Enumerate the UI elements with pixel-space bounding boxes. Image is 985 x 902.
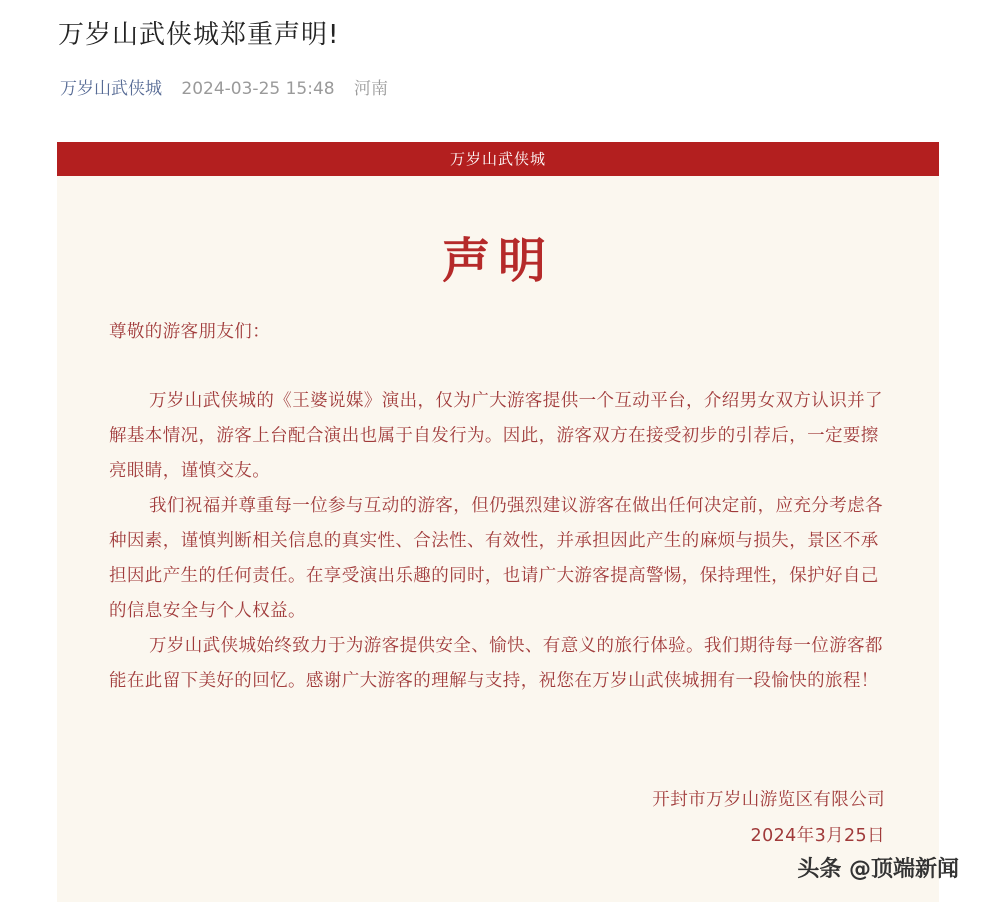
notice-heading: 声明 xyxy=(441,233,554,289)
publish-time: 2024-03-25 15:48 xyxy=(181,79,335,99)
notice-body xyxy=(109,384,889,699)
article-meta xyxy=(60,74,388,99)
notice-document xyxy=(57,142,939,902)
author-link[interactable]: 万岁山武侠城 xyxy=(60,79,162,99)
notice-paragraph: 万岁山武侠城始终致力于为游客提供安全、愉快、有意义的旅行体验。我们期待每一位游客都能在此留下美好的回忆。感谢广大游客的理解与支持，祝您在万岁山武侠城拥有一段愉快的旅程！ xyxy=(109,636,883,691)
notice-banner: 万岁山武侠城 xyxy=(57,142,939,176)
notice-date: 2024年3月25日 xyxy=(750,826,885,846)
notice-greeting: 尊敬的游客朋友们： xyxy=(109,322,271,342)
notice-paragraph: 万岁山武侠城的《王婆说媒》演出，仅为广大游客提供一个互动平台，介绍男女双方认识并了解基本情况，游客上台配合演出也属于自发行为。因此，游客双方在接受初步的引荐后，一定要擦亮眼睛，谨慎交友。 xyxy=(109,391,883,481)
source-watermark: 头条 @顶端新闻 xyxy=(797,857,959,882)
article-title: 万岁山武侠城郑重声明! xyxy=(58,20,340,50)
publish-location: 河南 xyxy=(354,79,389,99)
notice-paragraph: 我们祝福并尊重每一位参与互动的游客，但仍强烈建议游客在做出任何决定前，应充分考虑各种因素，谨慎判断相关信息的真实性、合法性、有效性，并承担因此产生的麻烦与损失，景区不承担因此产生的任何责任。在享受演出乐趣的同时，也请广大游客提高警惕，保持理性，保护好自己的信息安全与个人权益。 xyxy=(109,496,883,621)
notice-signer: 开封市万岁山游览区有限公司 xyxy=(652,790,885,810)
